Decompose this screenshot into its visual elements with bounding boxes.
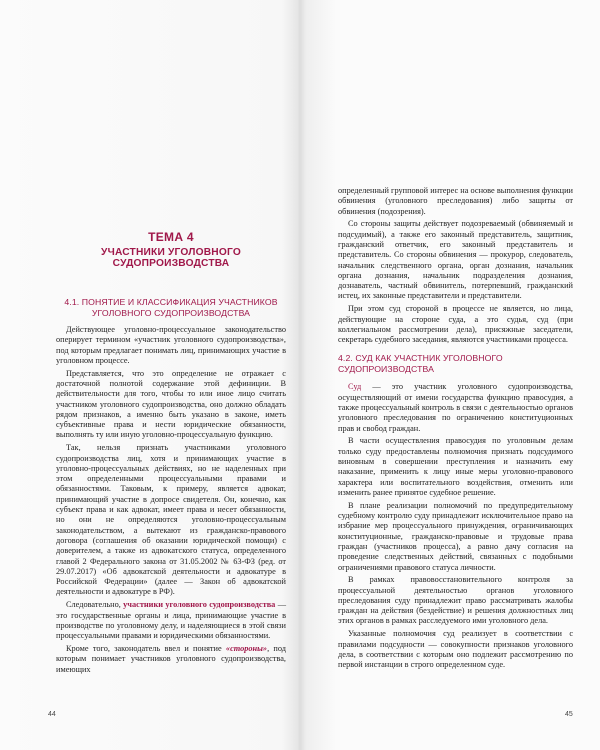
paragraph: При этом суд стороной в процессе не является, но лица, действующие на стороне суда, а это судья, суд (при коллегиальном рассмотрении дела), присяжные заседатели, секретарь судебного заседания, являются участниками процесса.	[338, 304, 573, 345]
paragraph-parties	[56, 644, 286, 675]
text-run: , под которым понимает участников уголовного судопроизводства, имеющих	[56, 643, 286, 674]
page-number: 44	[48, 711, 56, 718]
paragraph: Так, нельзя признать участниками уголовного судопроизводства лиц, хотя и принимающих участие в уголовно-процессуальных действиях, но не наделенных при этом определенными процессуальными правами и обязанностями. Таковым, к примеру, является адвокат, принимающий участие в допросе свидетеля. Он, конечно, как субъект права и как адвокат, имеет права и несет обязанности, но они не определяются уголовно-процессуальным законодательством, а вытекают из гражданско-правового договора (соглашения об оказании юридической помощи) с доверителем, а также из адвокатского статуса, определенного главой 2 Федерального закона от 31.05.2002 № 63-ФЗ (ред. от 29.07.2017) «Об адвокатской деятельности и адвокатуре в Российской Федерации» (далее — Закон об адвокатской деятельности и адвокатуре в РФ).	[56, 443, 286, 597]
text-run: — это участник уголовного судопроизводства, осуществляющий от имени государства функцию правосудия, а также процессуальный контроль в связи с деятельностью органов уголовного преследования по ограничению конституционных прав и свобод граждан.	[338, 382, 573, 433]
left-text-column	[56, 325, 286, 675]
section-title-4-1	[56, 297, 286, 319]
right-text-column-2	[338, 382, 573, 670]
paragraph: В плане реализации полномочий по предупредительному судебному контролю суду принадлежит исключительное право на избрание мер процессуального принуждения, ограничивающих конституционные, гражданско-правовые и трудовые права граждан (участников процесса), а равно дачу согласия на проведение следственных действий, связанных с подобными ограничениями правового статуса личности.	[338, 500, 573, 572]
left-page	[0, 0, 298, 750]
theme-label: ТЕМА 4	[148, 230, 194, 244]
page-number: 45	[565, 711, 573, 718]
theme-title: УЧАСТНИКИ УГОЛОВНОГО СУДОПРОИЗВОДСТВА	[101, 247, 241, 269]
paragraph: Со стороны защиты действует подозреваемый (обвиняемый и подсудимый), а также его законный представитель, защитник, гражданский ответчик, его законный представитель и представитель. Со стороны обвинения — прокурор, следователь, начальник следственного органа, орган дознания, начальник органа дознания, начальник подразделения дознания, дознаватель, частный обвинитель, потерпевший, гражданский истец, их законные представители и представители.	[338, 219, 573, 301]
paragraph: Указанные полномочия суд реализует в соответствии с правилами подсудности — совокупности признаков уголовного дела, в соответствии с которым оно подлежит рассмотрению по первой инстанции в строго определенном суде.	[338, 629, 573, 670]
section-title-4-1-text: 4.1. ПОНЯТИЕ И КЛАССИФИКАЦИЯ УЧАСТНИКОВ УГОЛОВНОГО СУДОПРОИЗВОДСТВА	[64, 297, 278, 318]
right-page-body	[338, 186, 573, 673]
paragraph-definition	[338, 382, 573, 433]
section-title-4-2-text: 4.2. СУД КАК УЧАСТНИК УГОЛОВНОГО СУДОПРОИЗВОДСТВА	[338, 353, 503, 375]
highlighted-term: Суд	[348, 382, 362, 392]
left-page-body	[56, 297, 286, 677]
highlighted-term: участники уголовного судопроизводства	[123, 600, 276, 610]
paragraph: определенный групповой интерес на основе выполнения функции обвинения (уголовного преследования) либо защиты от обвинения (подозрения).	[338, 186, 573, 216]
text-run: Кроме того, законодатель ввел и понятие	[66, 643, 226, 653]
paragraph-definition	[56, 600, 286, 641]
paragraph: В рамках правовосстановительного контроля за процессуальной деятельностью органов уголовного преследования суду принадлежит право рассматривать жалобы граждан на действия (бездействие) и решения должностных лиц этих органов в рамках расследуемого ими уголовного дела.	[338, 575, 573, 626]
right-page	[302, 0, 600, 750]
paragraph: В части осуществления правосудия по уголовным делам только суду предоставлены полномочия признать подсудимого виновным в совершении преступления и назначить ему наказание, применить к лицу иные меры уголовно-правового характера или воспитательного воздействия, отменить или изменить ранее принятое судебное решение.	[338, 436, 573, 497]
highlighted-term: «стороны»	[225, 643, 268, 653]
paragraph: Действующее уголовно-процессуальное законодательство оперирует термином «участник уголовного судопроизводства», под которым предлагает понимать лиц, принимающих участие в уголовном процессе.	[56, 325, 286, 365]
section-title-4-2	[338, 353, 573, 375]
text-run: — это государственные органы и лица, принимающие участие в производстве по уголовному делу, и наделяющиеся в этой связи процессуальными правами и юридическими обязанностями.	[56, 600, 286, 641]
paragraph: Представляется, что это определение не отражает с достаточной полнотой содержание этой дефиниции. В действительности для того, чтобы то или иное лицо считать участником уголовного судопроизводства, оно должно обладать рядом признаков, а именно быть указано в законе, иметь субъективные права и нести юридические обязанности, выполнять ту или иную уголовно-процессуальную функцию.	[56, 368, 286, 440]
right-text-column	[338, 186, 573, 345]
text-run: Следовательно,	[66, 600, 124, 610]
